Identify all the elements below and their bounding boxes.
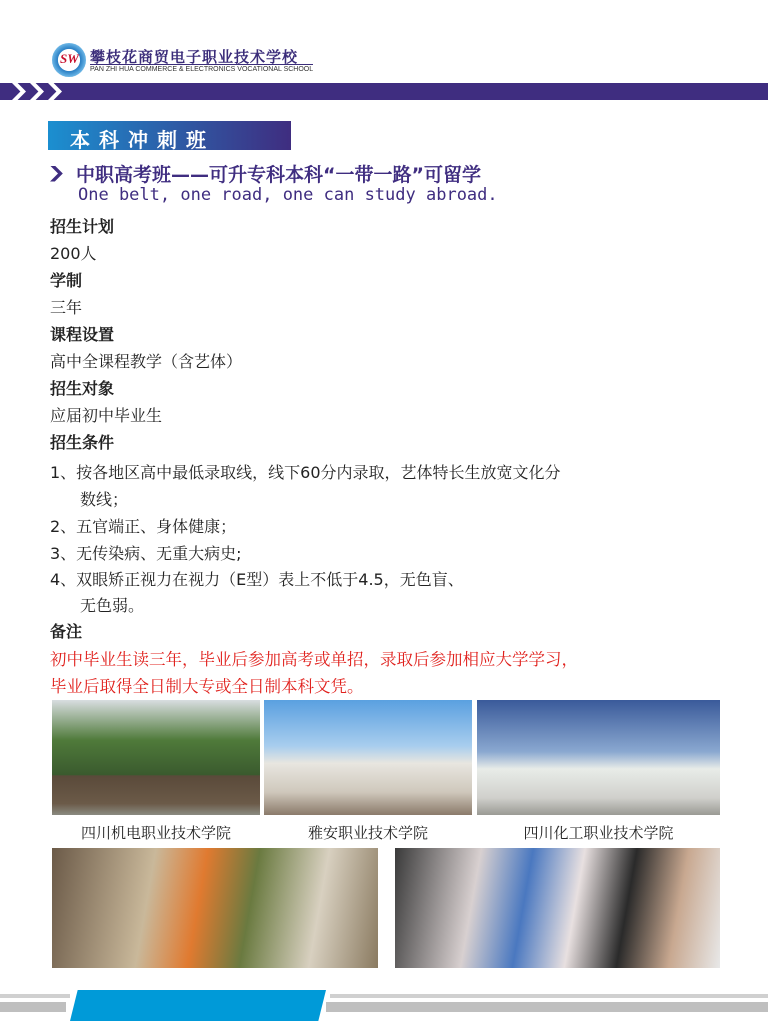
header-bar — [0, 83, 768, 100]
item-value: 高中全课程教学（含艺体） — [50, 352, 243, 371]
photo-yaan-vocational — [264, 700, 472, 815]
item-value: 200人 — [50, 244, 97, 263]
condition-line: 1、按各地区高中最低录取线，线下60分内录取，艺体特长生放宽文化分 — [50, 463, 561, 482]
note-label: 备注 — [50, 622, 83, 641]
condition-line: 无色弱。 — [80, 596, 145, 615]
condition-line: 3、无传染病、无重大病史; — [50, 544, 242, 563]
item-label: 招生计划 — [50, 217, 115, 236]
note-line: 初中毕业生读三年，毕业后参加高考或单招，录取后参加相应大学学习， — [50, 650, 578, 669]
photo-music-class — [395, 848, 720, 968]
conditions-label: 招生条件 — [50, 433, 115, 452]
photo-caption: 四川化工职业技术学院 — [523, 824, 674, 842]
chevron-icon — [30, 83, 44, 100]
photo-sichuan-electromechanical — [52, 700, 260, 815]
chevron-icon — [12, 83, 26, 100]
section-title: 本科冲刺班 — [48, 121, 291, 150]
footer-accent — [70, 990, 326, 1021]
heading — [50, 160, 481, 187]
school-logo: SW — [52, 43, 86, 77]
item-label: 课程设置 — [50, 325, 115, 344]
condition-line: 数线； — [80, 490, 129, 509]
item-value: 三年 — [50, 298, 83, 317]
chevron-icon — [50, 166, 66, 182]
item-label: 学制 — [50, 271, 83, 290]
condition-line: 4、双眼矫正视力在视力（E型）表上不低于4.5，无色盲、 — [50, 570, 464, 589]
chevron-icon — [48, 83, 62, 100]
note-line: 毕业后取得全日制大专或全日制本科文凭。 — [50, 677, 364, 696]
item-label: 招生对象 — [50, 379, 115, 398]
item-value: 应届初中毕业生 — [50, 406, 163, 425]
footer-stripe — [330, 994, 768, 998]
photo-sichuan-chemical — [477, 700, 720, 815]
photo-art-class — [52, 848, 378, 968]
heading-en: One belt, one road, one can study abroad. — [78, 185, 498, 205]
school-name: 攀枝花商贸电子职业技术学校 — [90, 48, 299, 66]
photo-caption: 雅安职业技术学院 — [307, 824, 428, 842]
condition-line: 2、五官端正、身体健康； — [50, 517, 237, 536]
footer-stripe — [0, 1002, 66, 1012]
footer-stripe — [326, 1002, 768, 1012]
heading-text: 中职高考班——可升专科本科“一带一路”可留学 — [76, 164, 481, 186]
school-name-en: PAN ZHI HUA COMMERCE & ELECTRONICS VOCATIONAL SCHOOL — [90, 66, 314, 73]
footer-stripe — [0, 994, 70, 998]
photo-caption: 四川机电职业技术学院 — [80, 824, 231, 842]
